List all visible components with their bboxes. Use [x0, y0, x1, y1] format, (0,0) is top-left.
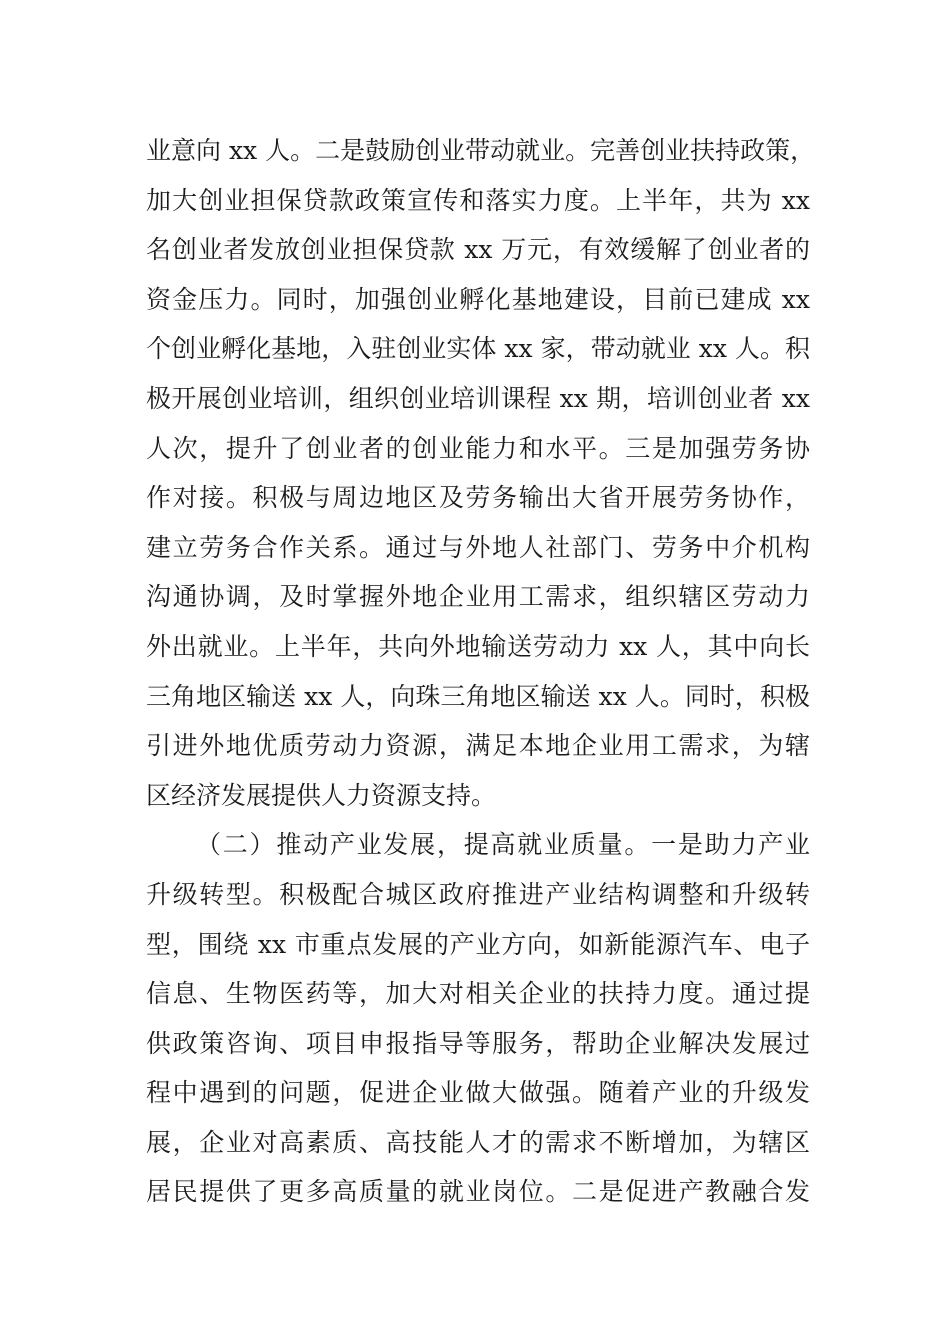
paragraph-2-line-6: 程中遇到的问题，促进企业做大做强。随着产业的升级发 — [146, 1078, 810, 1108]
paragraph-1-line-3: 名创业者发放创业担保贷款 xx 万元，有效缓解了创业者的 — [146, 235, 810, 265]
paragraph-1-line-12: 三角地区输送 xx 人，向珠三角地区输送 xx 人。同时，积极 — [146, 681, 810, 711]
paragraph-1-line-9: 建立劳务合作关系。通过与外地人社部门、劳务中介机构 — [146, 532, 810, 562]
paragraph-2-line-2: 升级转型。积极配合城区政府推进产业结构调整和升级转 — [146, 879, 810, 909]
paragraph-1-line-14: 区经济发展提供人力资源支持。 — [146, 780, 497, 810]
paragraph-1-line-13: 引进外地优质劳动力资源，满足本地企业用工需求，为辖 — [146, 731, 810, 761]
paragraph-1-line-8: 作对接。积极与周边地区及劳务输出大省开展劳务协作， — [146, 483, 810, 513]
paragraph-2-line-4: 信息、生物医药等，加大对相关企业的扶持力度。通过提 — [146, 979, 810, 1009]
paragraph-1-line-1: 业意向 xx 人。二是鼓励创业带动就业。完善创业扶持政策， — [146, 136, 816, 165]
paragraph-2-line-3: 型，围绕 xx 市重点发展的产业方向，如新能源汽车、电子 — [146, 929, 810, 959]
paragraph-1-line-6: 极开展创业培训，组织创业培训课程 xx 期，培训创业者 xx — [146, 383, 810, 413]
body-text — [146, 126, 816, 1217]
paragraph-1-line-11: 外出就业。上半年，共向外地输送劳动力 xx 人，其中向长 — [146, 631, 810, 661]
paragraph-2-line-7: 展，企业对高素质、高技能人才的需求不断增加，为辖区 — [146, 1127, 810, 1157]
paragraph-1-line-5: 个创业孵化基地，入驻创业实体 xx 家，带动就业 xx 人。积 — [146, 334, 810, 364]
paragraph-1-line-7: 人次，提升了创业者的创业能力和水平。三是加强劳务协 — [146, 433, 810, 463]
paragraph-2-line-1: （二）推动产业发展，提高就业质量。一是助力产业 — [196, 830, 810, 860]
paragraph-2-line-5: 供政策咨询、项目申报指导等服务，帮助企业解决发展过 — [146, 1028, 810, 1058]
paragraph-1-line-2: 加大创业担保贷款政策宣传和落实力度。上半年，共为 xx — [146, 185, 810, 215]
paragraph-1-line-10: 沟通协调，及时掌握外地企业用工需求，组织辖区劳动力 — [146, 582, 810, 612]
paragraph-2-line-8: 居民提供了更多高质量的就业岗位。二是促进产教融合发 — [146, 1177, 810, 1207]
paragraph-1-line-4: 资金压力。同时，加强创业孵化基地建设，目前已建成 xx — [146, 284, 810, 314]
